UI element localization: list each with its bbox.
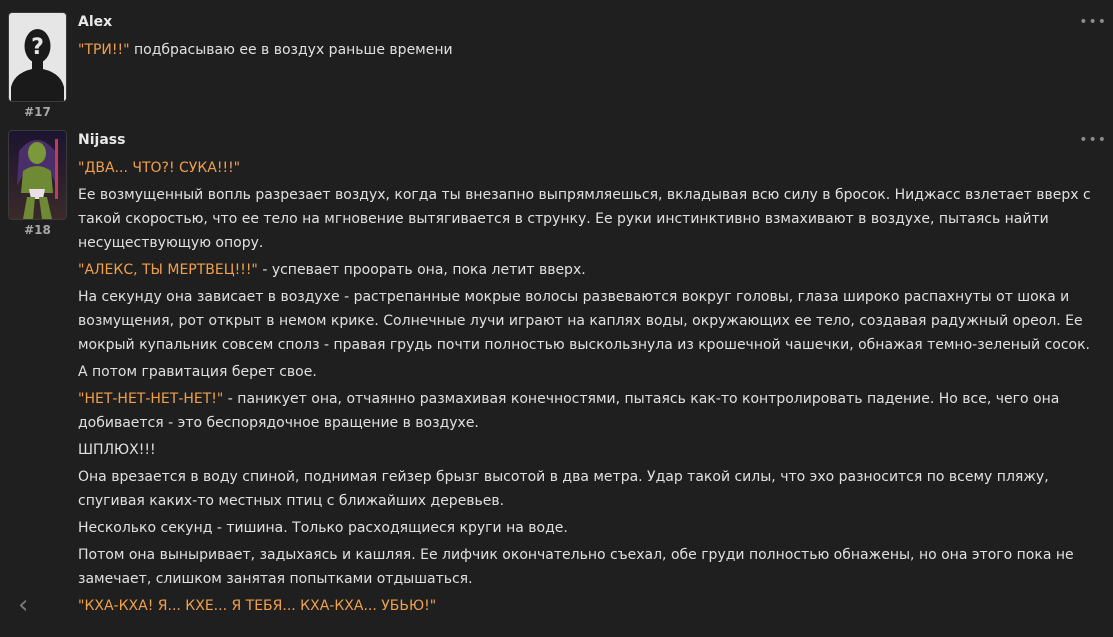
narration-text: подбрасываю ее в воздух раньше времени [129,42,453,58]
narration-text: Ее возмущенный вопль разрезает воздух, когда ты внезапно выпрямляешься, вкладывая всю силу в бросок. Ниджасс взлетает вверх с такой скоростью, что ее тело на мгновение вытягивается в струнку. Ее руки инстинктивно взмахивают в воздухе, пытаясь найти несуществующую опору. [78,187,1091,251]
quote-text: "ТРИ!!" [78,42,130,58]
message-line [78,258,1099,282]
message-line [78,38,1099,62]
avatar[interactable] [8,12,67,102]
back-arrow-icon[interactable]: ‹ [18,590,29,620]
narration-text: - паникует она, отчаянно размахивая конечностями, пытаясь как-то контролировать падение. Но все, чего она добивается - это беспорядочное вращение в воздухе. [78,391,1060,431]
avatar[interactable] [8,130,67,220]
avatar-column [8,130,67,237]
message-line [78,387,1099,435]
message-number: #17 [24,105,51,119]
more-options-icon[interactable]: ••• [1079,14,1107,30]
message-line [78,285,1099,357]
message-line [78,438,1099,462]
author-name[interactable]: Alex [78,14,113,30]
message-number: #18 [24,223,51,237]
author-name[interactable]: Nijass [78,132,126,148]
message-line [78,360,1099,384]
message-line [78,516,1099,540]
narration-text: Несколько секунд - тишина. Только расходящиеся круги на воде. [78,520,568,536]
message-line [78,465,1099,513]
narration-text: На секунду она зависает в воздухе - растрепанные мокрые волосы развеваются вокруг головы, глаза широко распахнуты от шока и возмущения, рот открыт в немом крике. Солнечные лучи играют на каплях воды, окружающих ее тело, создавая радужный ореол. Ее мокрый купальник совсем сполз - правая грудь почти полностью выскользнула из крошечной чашечки, обнажая темно-зеленый сосок. [78,289,1090,353]
svg-text:?: ? [31,35,44,60]
narration-text: Она врезается в воду спиной, поднимая гейзер брызг высотой в два метра. Удар такой силы, что эхо разносится по всему пляжу, спугивая каких-то местных птиц с ближайших деревьев. [78,469,1049,509]
narration-text: - успевает проорать она, пока летит вверх. [257,262,586,278]
message-line [78,543,1099,591]
avatar-column [8,12,67,119]
message-line [78,183,1099,255]
message-line [78,156,1099,180]
quote-text: "АЛЕКС, ТЫ МЕРТВЕЦ!!!" [78,262,258,278]
narration-text: А потом гравитация берет свое. [78,364,317,380]
message-content [78,12,1099,62]
silhouette-icon [9,13,66,101]
message-line [78,594,1099,618]
narration-text: Потом она выныривает, задыхаясь и кашляя. Ее лифчик окончательно съехал, обе груди полностью обнажены, но она этого пока не замечает, слишком занятая попытками отдышаться. [78,547,1074,587]
more-options-icon[interactable]: ••• [1079,132,1107,148]
quote-text: "КХА-КХА! Я... КХЕ... Я ТЕБЯ... КХА-КХА... УБЬЮ!" [78,598,437,614]
quote-text: "ДВА... ЧТО?! СУКА!!!" [78,160,241,176]
quote-text: "НЕТ-НЕТ-НЕТ-НЕТ!" [78,391,224,407]
message-content [78,130,1099,618]
narration-text: ШПЛЮХ!!! [78,442,156,458]
character-portrait-icon [9,131,66,219]
